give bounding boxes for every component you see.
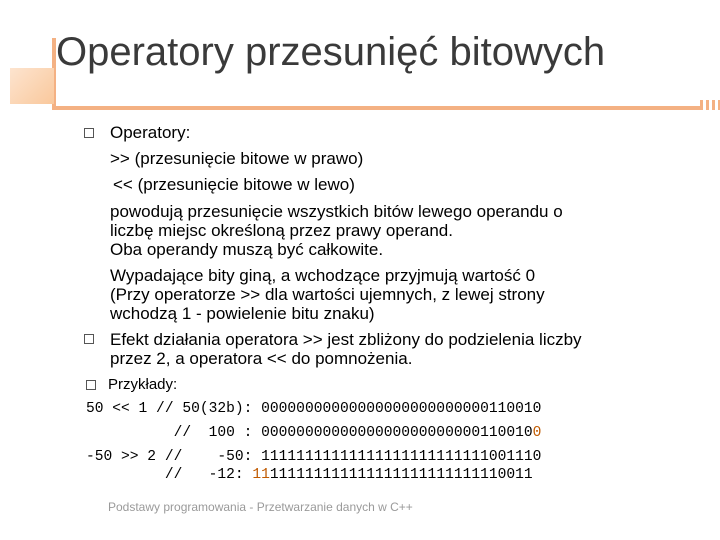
text-line: << (przesunięcie bitowe w lewo) [113,175,355,194]
bullet-square-icon [84,334,94,344]
code-line-2-text: // 100 : 0000000000000000000000000110010 [86,425,533,441]
text-line: >> (przesunięcie bitowe w prawo) [110,149,364,168]
code-line-2 [86,421,541,445]
text-line: Oba operandy muszą być całkowite. [110,240,384,259]
code-line-2-highlight: 0 [532,425,542,441]
text-line: liczbę miejsc określoną przez prawy operand. [110,221,453,240]
footer-text: Podstawy programowania - Przetwarzanie danych w C++ [108,500,413,514]
code-line-4-highlight: 11 [252,467,270,483]
text-line: przez 2, a operatora << do pomnożenia. [110,349,413,368]
text-line: Operatory: [110,123,191,142]
text-line: powodują przesunięcie wszystkich bitów lewego operandu o [110,202,563,221]
code-line-1: 50 << 1 // 50(32b): 00000000000000000000000000110010 [86,401,542,417]
code-line-4 [86,463,533,487]
code-line-3: -50 >> 2 // -50: 11111111111111111111111111001110 [86,449,542,465]
examples-label: Przykłady: [108,376,178,393]
text-line: Wypadające bity giną, a wchodzące przyjmują wartość 0 [110,266,536,285]
decor-block [10,68,54,104]
text-line: Efekt działania operatora >> jest zbliżony do podzielenia liczby [110,330,582,349]
decor-horizontal-bar [52,106,720,110]
text-line: (Przy operatorze >> dla wartości ujemnych, z lewej strony [110,285,545,304]
bullet-square-icon [86,380,96,390]
code-line-4-bits: 111111111111111111111111110011 [269,467,533,483]
code-line-4-text: // -12: [86,467,253,483]
slide-title: Operatory przesunięć bitowych [56,30,606,74]
text-line: wchodzą 1 - powielenie bitu znaku) [110,304,375,323]
bullet-square-icon [84,128,94,138]
decor-stripe [700,100,720,110]
